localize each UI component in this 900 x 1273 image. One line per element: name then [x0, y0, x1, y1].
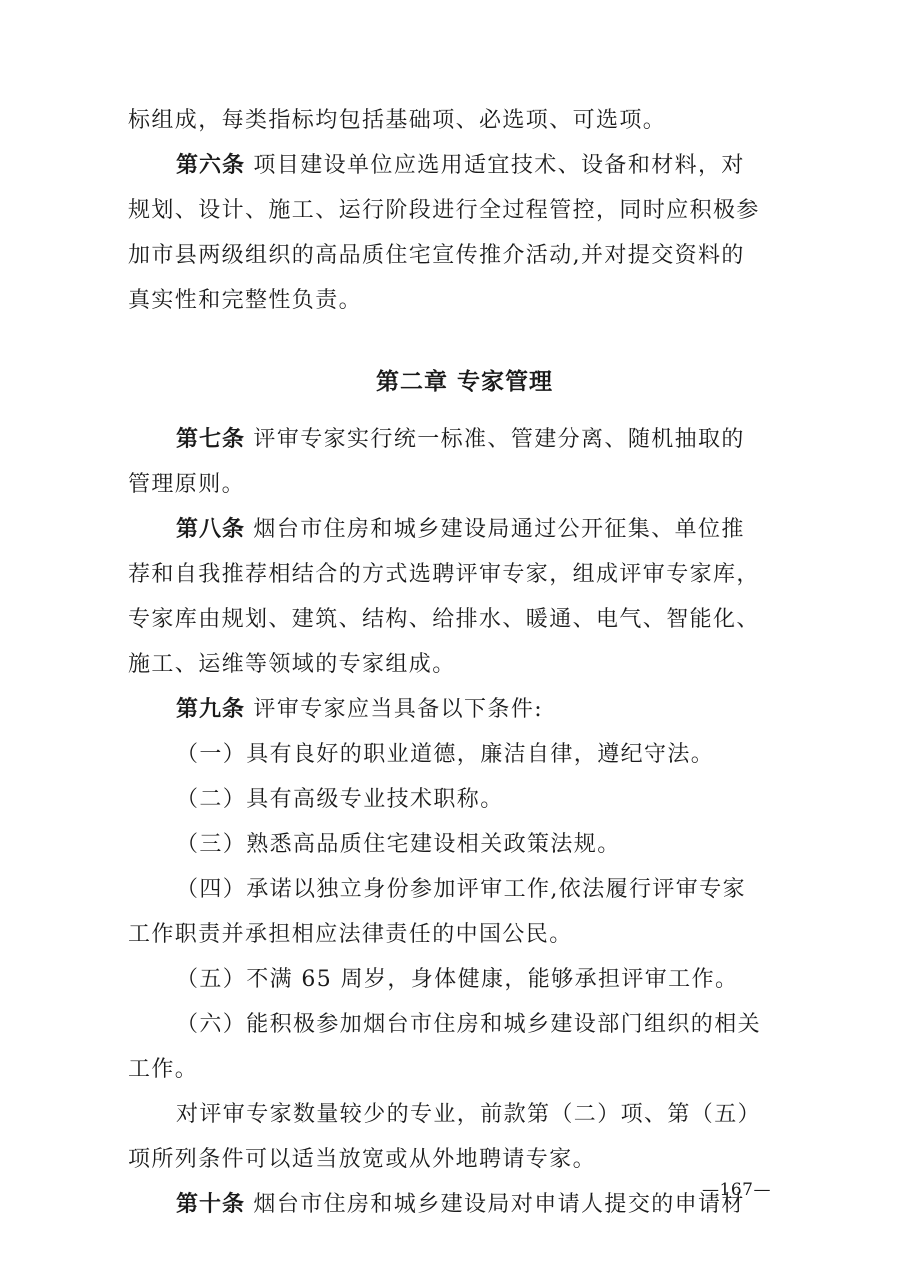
- article-9-note: 项所列条件可以适当放宽或从外地聘请专家。: [128, 1147, 597, 1172]
- article-9-item: （二）具有高级专业技术职称。: [176, 787, 504, 812]
- article-7-label: 第七条: [176, 427, 246, 452]
- article-9-item: （三）熟悉高品质住宅建设相关政策法规。: [176, 832, 621, 857]
- article-7-text: 评审专家实行统一标准、管建分离、随机抽取的: [253, 427, 745, 452]
- article-6-line: [128, 143, 773, 188]
- article-8-line: 荐和自我推荐相结合的方式选聘评审专家，组成评审专家库，: [128, 562, 760, 587]
- article-9-item: 工作。: [128, 1057, 199, 1082]
- article-7-line: [128, 417, 773, 462]
- section-gap: [128, 323, 773, 359]
- article-8-label: 第八条: [176, 517, 246, 542]
- section-gap: [128, 405, 773, 417]
- article-7-line: 管理原则。: [128, 472, 246, 497]
- article-8-line: 专家库由规划、建筑、结构、给排水、暖通、电气、智能化、: [128, 607, 760, 632]
- article-9-item: 工作职责并承担相应法律责任的中国公民。: [128, 922, 573, 947]
- article-9-item: （四）承诺以独立身份参加评审工作,依法履行评审专家: [176, 877, 746, 902]
- document-body: [128, 98, 773, 1227]
- article-8-line: 施工、运维等领域的专家组成。: [128, 652, 456, 677]
- article-9-item: （五）不满 65 周岁，身体健康，能够承担评审工作。: [176, 967, 739, 992]
- article-9-note: 对评审专家数量较少的专业，前款第（二）项、第（五）: [176, 1102, 762, 1127]
- article-10-text: 烟台市住房和城乡建设局对申请人提交的申请材: [253, 1192, 745, 1217]
- article-10-line: [128, 1182, 773, 1227]
- article-9-label: 第九条: [176, 697, 246, 722]
- chapter-title: 第二章 专家管理: [375, 369, 553, 395]
- article-6-line: 加市县两级组织的高品质住宅宣传推介活动,并对提交资料的: [128, 243, 745, 268]
- article-8-line: [128, 507, 773, 552]
- article-9-text: 评审专家应当具备以下条件:: [253, 697, 544, 722]
- page-number: —167—: [702, 1180, 771, 1200]
- article-6-text: 项目建设单位应选用适宜技术、设备和材料，对: [253, 153, 745, 178]
- article-6-line: 规划、设计、施工、运行阶段进行全过程管控，同时应积极参: [128, 198, 760, 223]
- article-9-item: （六）能积极参加烟台市住房和城乡建设部门组织的相关: [176, 1012, 762, 1037]
- paragraph-text: 标组成，每类指标均包括基础项、必选项、可选项。: [128, 108, 667, 133]
- article-10-label: 第十条: [176, 1192, 246, 1217]
- article-6-label: 第六条: [176, 153, 246, 178]
- article-6-line: 真实性和完整性负责。: [128, 288, 363, 313]
- article-9-line: [128, 687, 773, 732]
- article-9-item: （一）具有良好的职业道德，廉洁自律，遵纪守法。: [176, 742, 715, 767]
- paragraph-line: [128, 98, 773, 143]
- article-8-text: 烟台市住房和城乡建设局通过公开征集、单位推: [253, 517, 745, 542]
